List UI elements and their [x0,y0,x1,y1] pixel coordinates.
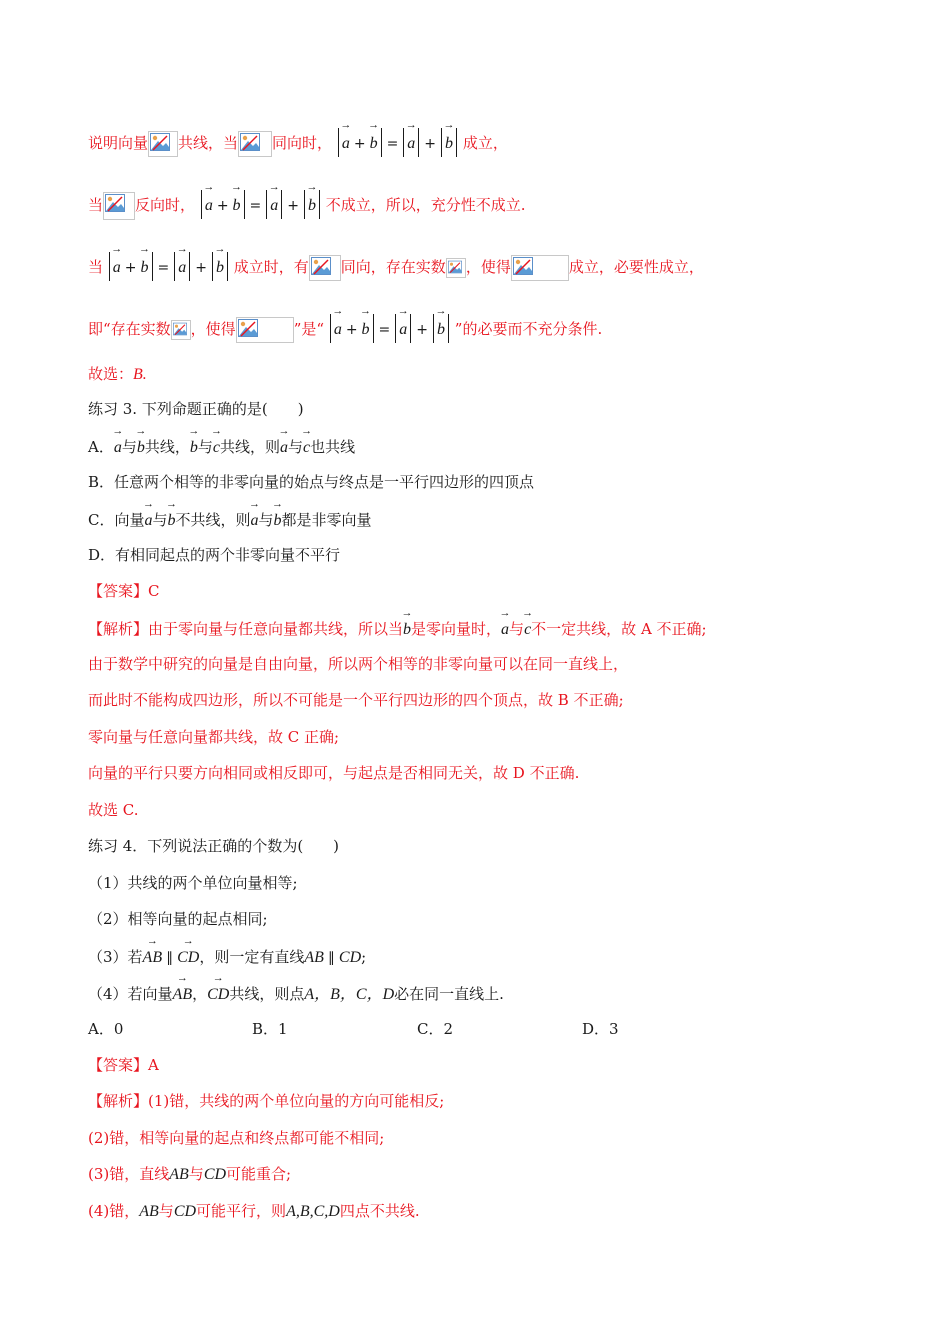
q3-option-d: D．有相同起点的两个非零向量不平行 [88,546,341,564]
q4-statement-4 [88,981,504,1006]
q4-title: 练习 4．下列说法正确的个数为( ) [88,837,340,855]
vector-a: → a [114,434,122,459]
q3-answer: 【答案】C [88,582,160,600]
text: ”的必要而不充分条件. [454,320,603,338]
vector-ab: → AB [143,944,163,969]
text: (1)错，共线的两个单位向量的方向可能相反; [148,1092,445,1110]
vector-cd: → CD [207,981,229,1006]
q4-analysis-line-3 [88,1163,291,1186]
vector-b: → b [137,434,145,459]
text: ， [192,985,208,1003]
explanation-line-1 [88,128,508,157]
vector-c: → c [213,434,220,459]
q3-option-b: B．任意两个相等的非零向量的始点与终点是一平行四边形的四顶点 [88,473,535,491]
explanation-line-5 [88,363,147,386]
text: 与 [188,1165,204,1183]
text: 不一定共线，故 A 不正确; [531,620,707,638]
text: 共线，当 [178,134,239,152]
text: 可能重合; [226,1165,292,1183]
text: 四点不共线. [339,1202,420,1220]
text: C．向量 [88,511,145,529]
q4-option-b: B．1 [252,1020,288,1038]
text: 与 [197,438,213,456]
vector-b: → b [403,616,411,641]
q3-analysis-line-1 [88,616,707,641]
analysis-tag: 【解析】 [88,1092,149,1110]
text: 反向时， [135,196,196,214]
vector-a: → a [251,507,259,532]
vector-a: → a [501,616,509,641]
text: （3）若 [88,948,143,966]
vector-b: → b [274,507,282,532]
text: 成立，必要性成立， [568,258,704,276]
q3-title: 练习 3. 下列命题正确的是( ) [88,400,304,418]
text: 说明向量 [88,134,149,152]
broken-image-icon [103,192,135,220]
text: 与 [121,438,137,456]
broken-image-icon [148,131,178,157]
q3-analysis-line-4: 零向量与任意向量都共线，故 C 正确; [88,728,340,746]
text: 与 [509,620,525,638]
q3-analysis-line-5: 向量的平行只要方向相同或相反即可，与起点是否相同无关，故 D 不正确. [88,764,580,782]
vector-ab: → AB [173,981,193,1006]
text: 与 [258,511,274,529]
q4-statement-3 [88,944,366,969]
q3-option-a [88,434,355,459]
q4-analysis-line-1 [88,1090,444,1112]
text: 即“存在实数 [88,320,171,338]
text: ”是“ [293,320,325,338]
q4-answer: 【答案】A [88,1056,159,1074]
q3-analysis-line-3: 而此时不能构成四边形，所以不可能是一个平行四边形的四个顶点，故 B 不正确; [88,691,624,709]
text: 也共线 [310,438,356,456]
text: 与 [288,438,304,456]
text: 由于零向量与任意向量都共线，所以当 [148,620,404,638]
line-cd: CD [338,949,362,966]
text: ; [361,948,367,966]
broken-image-icon [236,317,294,343]
line-ab: AB [304,949,324,966]
broken-image-icon [171,320,191,340]
q4-analysis-line-2: (2)错，相等向量的起点和终点都可能不相同; [88,1129,385,1147]
text: 故选： [88,365,134,383]
vector-c: → c [303,434,310,459]
abs-sum-formula: → a +→ b =→ a +→ b [108,259,229,276]
line-cd: CD [173,1203,197,1220]
abs-sum-formula: → a +→ b =→ a +→ b [337,135,458,152]
text: 同向，存在实数 [340,258,446,276]
text: 成立， [462,134,508,152]
explanation-line-3 [88,252,704,281]
answer-choice: B. [133,366,147,383]
line-cd: CD [203,1166,227,1183]
line-ab: AB [169,1166,189,1183]
text: ，使得 [190,320,236,338]
explanation-line-2 [88,190,526,220]
abs-sum-formula: → a +→ b =→ a +→ b [329,321,450,338]
parallel-symbol: ∥ [327,950,335,966]
text: 是零向量时， [411,620,502,638]
text: 必在同一直线上. [394,985,504,1003]
points-abcd: A,B,C,D [286,1203,340,1220]
q4-option-d: D．3 [582,1020,619,1038]
q3-option-c [88,507,372,532]
analysis-tag: 【解析】 [88,620,149,638]
text: 不共线，则 [175,511,251,529]
text: 当 [88,196,104,214]
vector-cd: → CD [177,944,199,969]
vector-b: → b [168,507,176,532]
vector-a: → a [144,507,152,532]
text: （4）若向量 [88,985,173,1003]
text: 同向时， [272,134,333,152]
text: 共线，则点 [229,985,305,1003]
q3-analysis-line-2: 由于数学中研究的向量是自由向量，所以两个相等的非零向量可以在同一直线上， [88,655,629,673]
vector-c: → c [524,616,531,641]
broken-image-icon [309,255,341,281]
q3-analysis-line-6: 故选 C. [88,801,139,819]
text: (3)错，直线 [88,1165,170,1183]
parallel-symbol: ∥ [166,950,174,966]
q4-statement-2: （2）相等向量的起点相同; [88,910,268,928]
text: 成立时，有 [233,258,309,276]
text: 不成立，所以，充分性不成立. [325,196,526,214]
q4-option-c: C．2 [417,1020,454,1038]
text: 与 [158,1202,174,1220]
broken-image-icon [511,255,569,281]
q4-option-a: A．0 [88,1020,124,1038]
broken-image-icon [238,131,272,157]
text: 共线，则 [220,438,281,456]
text: 可能平行，则 [196,1202,287,1220]
vector-a: → a [280,434,288,459]
text: 当 [88,258,104,276]
text: ，使得 [465,258,511,276]
text: A． [88,438,114,456]
q4-analysis-line-4 [88,1200,420,1223]
broken-image-icon [446,258,466,278]
points-abcd: A，B，C，D [304,986,395,1003]
q4-statement-1: （1）共线的两个单位向量相等; [88,874,298,892]
vector-b: → b [190,434,198,459]
text: 都是非零向量 [281,511,372,529]
abs-sum-formula: → a +→ b =→ a +→ b [200,197,321,214]
text: ，则一定有直线 [199,948,305,966]
explanation-line-4 [88,314,602,343]
text: (4)错， [88,1202,140,1220]
text: 与 [152,511,168,529]
line-ab: AB [139,1203,159,1220]
text: 共线， [144,438,190,456]
